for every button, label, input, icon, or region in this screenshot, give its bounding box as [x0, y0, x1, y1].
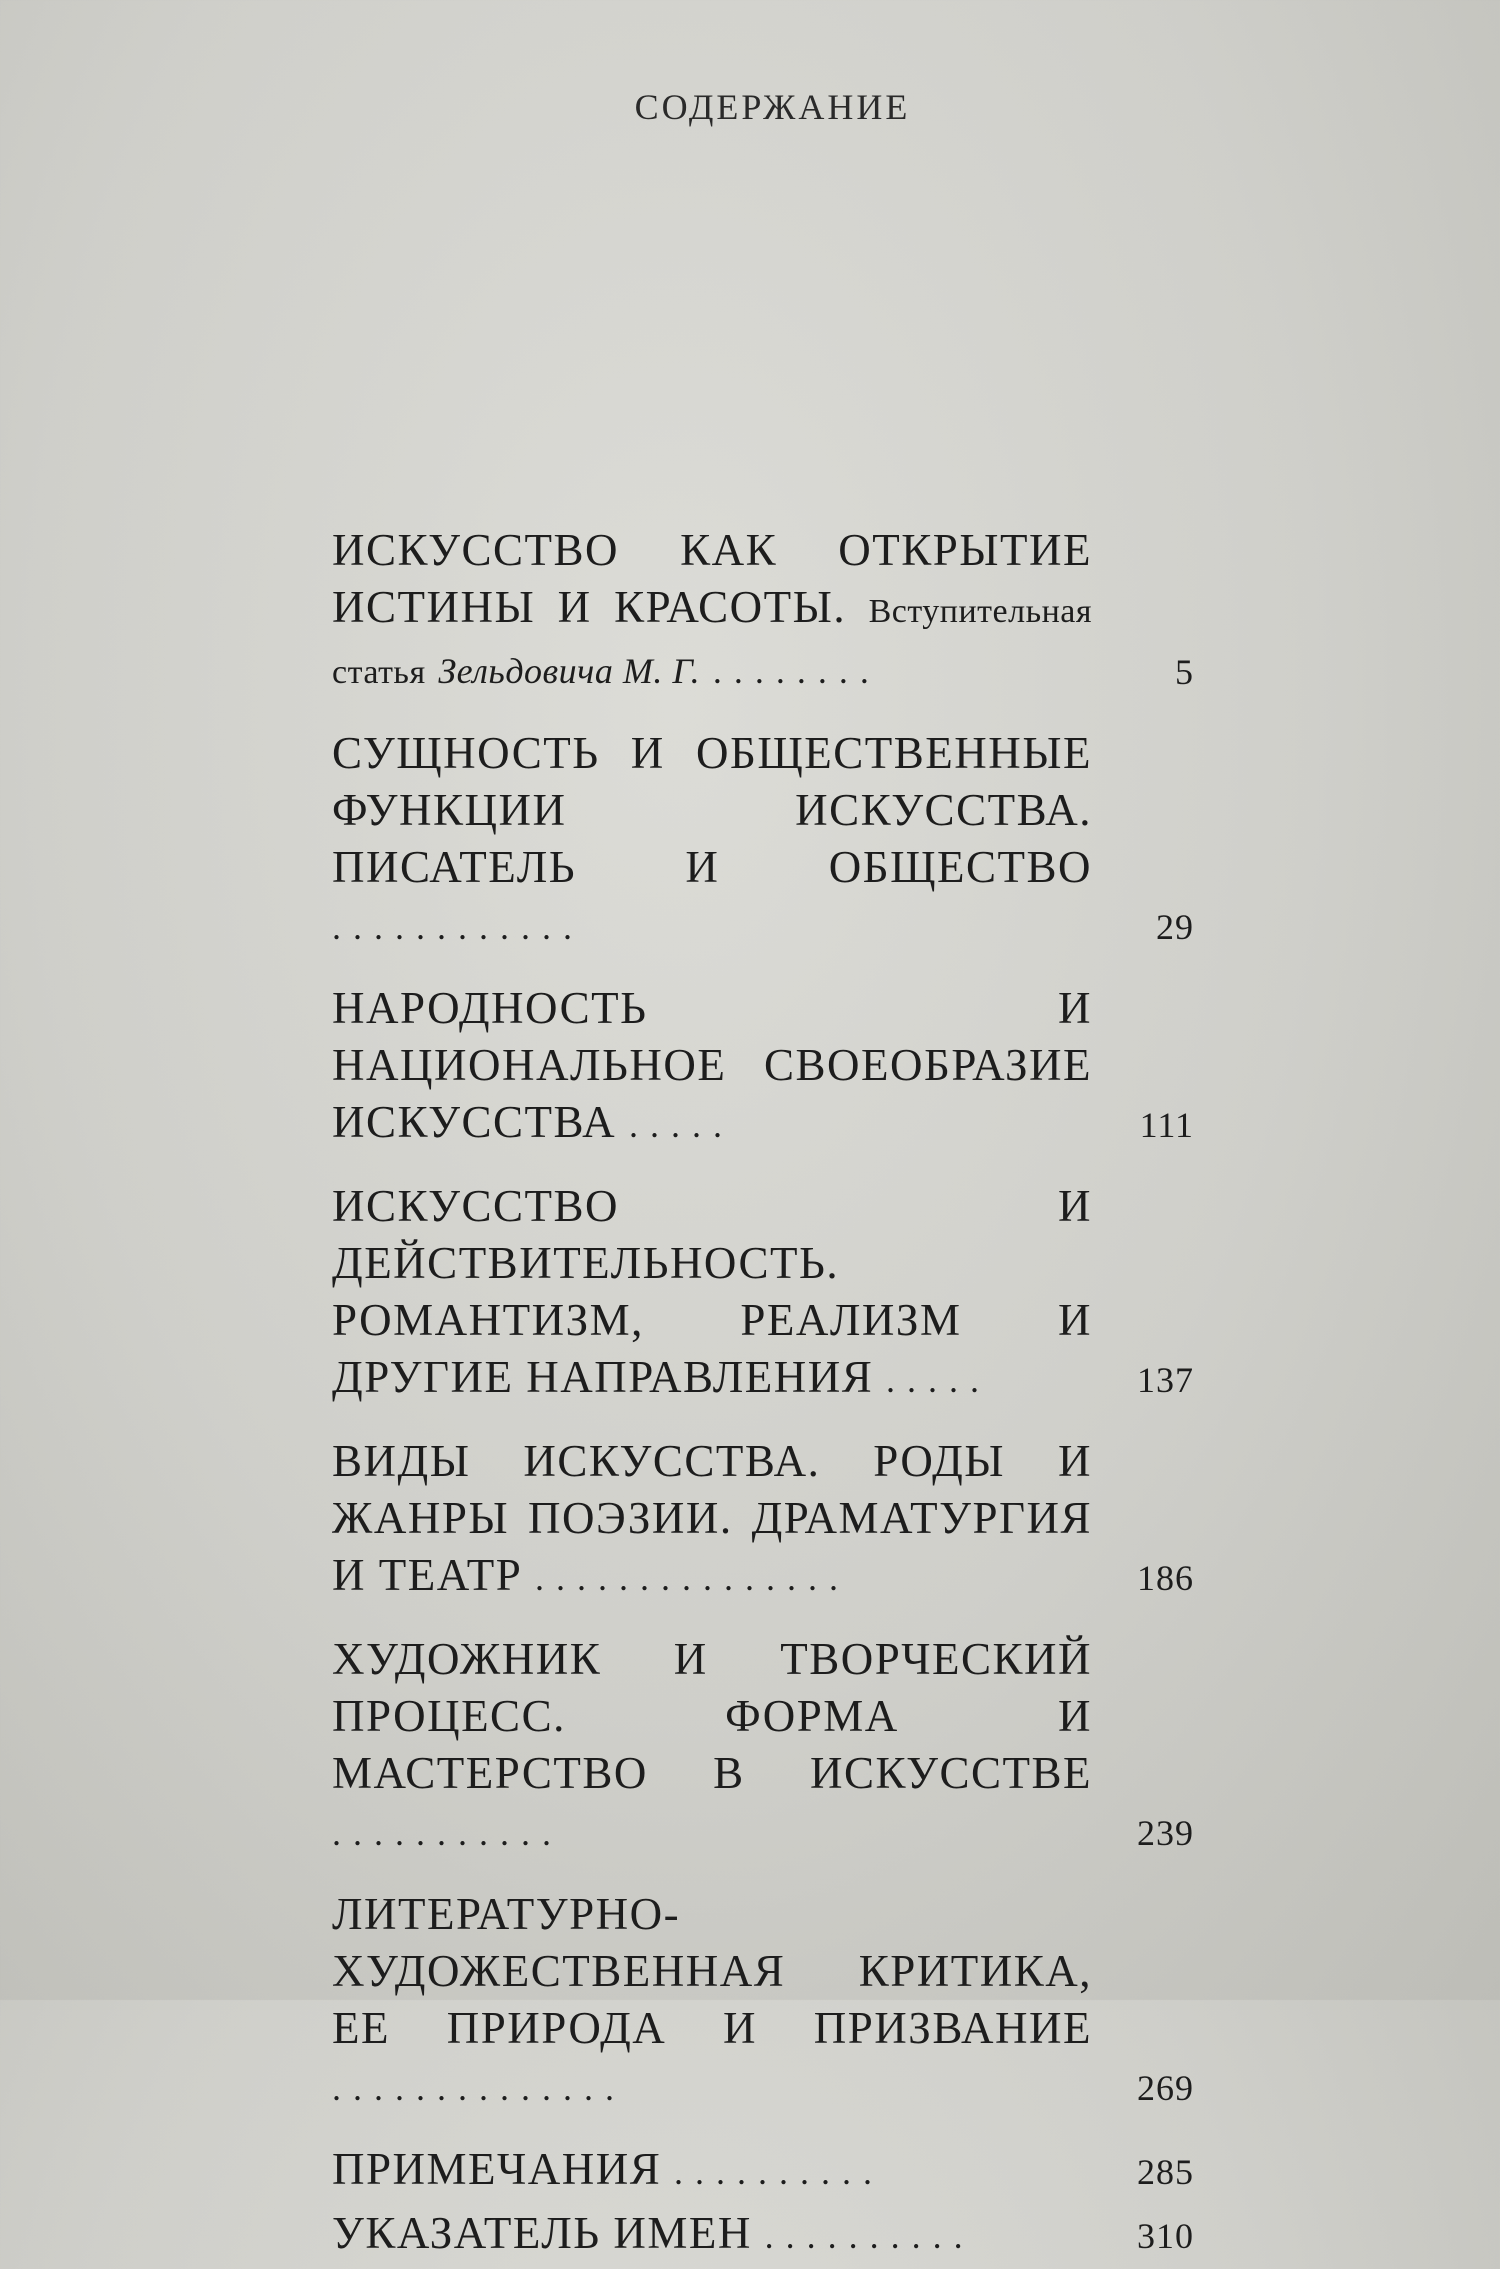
- toc-entry-index[interactable]: [332, 2205, 1194, 2265]
- toc-entry-title: ХУДОЖНИК И ТВОРЧЕСКИЙ ПРОЦЕСС. ФОРМА И МАСТЕРСТВО В ИСКУССТВЕ: [332, 1634, 1092, 1798]
- toc-entry-title: ИСКУССТВО И ДЕЙСТВИТЕЛЬНОСТЬ. РОМАНТИЗМ, РЕАЛИЗМ И ДРУГИЕ НАПРАВЛЕНИЯ: [332, 1181, 1092, 1402]
- toc-entry-title: ПРИМЕЧАНИЯ: [332, 2144, 662, 2194]
- toc-page-number: 269: [1137, 2068, 1194, 2108]
- toc-entry-kinds[interactable]: [332, 1433, 1194, 1607]
- table-of-contents: [332, 522, 1194, 2269]
- toc-entry-nationality[interactable]: [332, 980, 1194, 1154]
- dot-leader: .....: [886, 1360, 992, 1400]
- toc-page-number: 111: [1139, 1105, 1194, 1145]
- dot-leader: ............: [332, 907, 584, 947]
- toc-entry-essence[interactable]: [332, 725, 1194, 956]
- toc-page-number: 239: [1137, 1813, 1194, 1853]
- toc-entry-criticism[interactable]: [332, 1886, 1194, 2117]
- toc-page-number: 137: [1137, 1360, 1194, 1400]
- toc-entry-title: ЛИТЕРАТУРНО-ХУДОЖЕСТВЕННАЯ КРИТИКА, ЕЕ ПРИРОДА И ПРИЗВАНИЕ: [332, 1889, 1092, 2053]
- dot-leader: ..............: [332, 2068, 626, 2108]
- toc-entry-subtitle: Вступительная статья: [332, 593, 1092, 691]
- toc-page-number: 285: [1137, 2152, 1194, 2192]
- toc-entry-title: ВИДЫ ИСКУССТВА. РОДЫ И ЖАНРЫ ПОЭЗИИ. ДРАМАТУРГИЯ И ТЕАТР: [332, 1436, 1092, 1600]
- toc-entry-artist[interactable]: [332, 1631, 1194, 1862]
- toc-page-number: 5: [1175, 652, 1194, 692]
- toc-entry-title: НАРОДНОСТЬ И НАЦИОНАЛЬНОЕ СВОЕОБРАЗИЕ ИСКУССТВА: [332, 983, 1092, 1147]
- toc-entry-reality[interactable]: [332, 1178, 1194, 1409]
- dot-leader: ........: [712, 651, 881, 691]
- dot-leader: .....: [628, 1105, 734, 1145]
- toc-entry-title: УКАЗАТЕЛЬ ИМЕН: [332, 2208, 752, 2258]
- dot-leader: ..........: [674, 2152, 885, 2192]
- toc-page-number: 310: [1137, 2216, 1194, 2256]
- toc-entry-title: ИСКУССТВО КАК ОТКРЫТИЕ ИСТИНЫ И КРАСОТЫ.: [332, 525, 1092, 632]
- dot-leader: ...............: [535, 1558, 851, 1598]
- toc-entry-intro[interactable]: [332, 522, 1194, 701]
- toc-entry-notes[interactable]: [332, 2141, 1194, 2201]
- dot-leader: ...........: [332, 1813, 563, 1853]
- toc-page-number: 186: [1137, 1558, 1194, 1598]
- toc-page-number: 29: [1156, 907, 1194, 947]
- page-title: СОДЕРЖАНИЕ: [634, 87, 911, 127]
- toc-entry-author: Зельдовича М. Г.: [438, 651, 701, 691]
- toc-entry-title: СУЩНОСТЬ И ОБЩЕСТВЕННЫЕ ФУНКЦИИ ИСКУССТВА. ПИСАТЕЛЬ И ОБЩЕСТВО: [332, 728, 1092, 892]
- dot-leader: ..........: [764, 2216, 975, 2256]
